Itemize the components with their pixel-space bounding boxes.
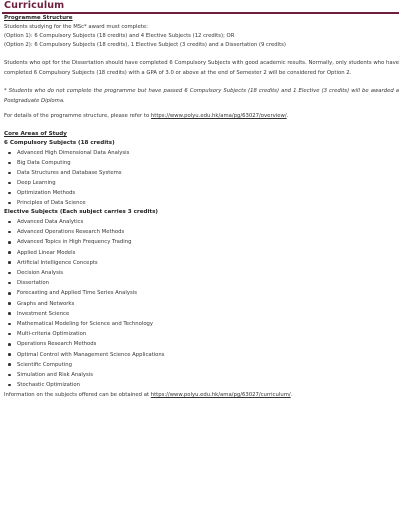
list-item bbox=[8, 329, 399, 339]
compulsory-subject-list bbox=[4, 148, 399, 208]
bullet-icon bbox=[8, 363, 11, 366]
subject-name: Mathematical Modeling for Science and Technology bbox=[17, 321, 154, 328]
subject-name: Scientific Computing bbox=[17, 361, 72, 368]
list-item bbox=[8, 309, 399, 319]
curriculum-info-suffix: . bbox=[290, 392, 293, 399]
subject-name: Advanced High Dimensional Data Analysis bbox=[17, 150, 130, 156]
list-item bbox=[8, 339, 399, 349]
list-item bbox=[8, 168, 399, 178]
overview-link[interactable]: https://www.polyu.edu.hk/ama/pg/63027/overview/ bbox=[150, 113, 287, 119]
structure-details-prefix: For details of the programme structure, please refer to bbox=[4, 113, 151, 119]
list-item bbox=[8, 198, 399, 208]
subject-name: Advanced Topics in High Frequency Trading bbox=[17, 239, 132, 246]
curriculum-info bbox=[4, 391, 399, 400]
bullet-icon bbox=[8, 152, 11, 155]
bullet-icon bbox=[8, 374, 11, 377]
bullet-icon bbox=[8, 272, 11, 275]
subject-name: Forecasting and Applied Time Series Analysis bbox=[17, 290, 137, 297]
list-item bbox=[8, 258, 399, 268]
bullet-icon bbox=[8, 231, 11, 234]
elective-heading: Elective Subjects (Each subject carries 3 credits) bbox=[4, 209, 158, 215]
subject-name: Applied Linear Models bbox=[17, 249, 76, 256]
core-areas-heading: Core Areas of Study bbox=[4, 131, 67, 137]
list-item bbox=[8, 178, 399, 188]
page-title: Curriculum bbox=[4, 0, 65, 11]
bullet-icon bbox=[8, 282, 11, 285]
list-item bbox=[8, 319, 399, 329]
list-item bbox=[8, 299, 399, 309]
bullet-icon bbox=[8, 292, 11, 295]
bullet-icon bbox=[8, 182, 11, 185]
bullet-icon bbox=[8, 333, 11, 336]
structure-option-2: (Option 2): 6 Compulsory Subjects (18 credits), 1 Elective Subject (3 credits) and a Dissertation (9 credits) bbox=[4, 42, 286, 48]
list-item bbox=[8, 248, 399, 258]
bullet-icon bbox=[8, 172, 11, 175]
subject-name: Operations Research Methods bbox=[17, 341, 97, 348]
list-item bbox=[8, 158, 399, 168]
subject-name: Simulation and Risk Analysis bbox=[17, 372, 94, 379]
compulsory-heading: 6 Compulsory Subjects (18 credits) bbox=[4, 140, 115, 146]
bullet-icon bbox=[8, 302, 11, 305]
structure-details-suffix: . bbox=[286, 113, 289, 119]
list-item bbox=[8, 268, 399, 278]
subject-name: Advanced Operations Research Methods bbox=[17, 229, 125, 236]
subject-name: Big Data Computing bbox=[17, 160, 71, 166]
structure-intro: Students studying for the MSc* award must complete: bbox=[4, 24, 148, 30]
subject-name: Optimal Control with Management Science Applications bbox=[17, 351, 165, 358]
list-item bbox=[8, 188, 399, 198]
core-areas-section bbox=[2, 131, 399, 400]
diploma-note: * Students who do not complete the programme but have passed 6 Compulsory Subjects (18 credits) and 1 Elective (3 credits) will be awarded a Postgraduate Diploma. bbox=[4, 88, 399, 104]
programme-structure-heading: Programme Structure bbox=[4, 15, 73, 21]
elective-subject-list bbox=[4, 217, 399, 390]
subject-name: Stochastic Optimization bbox=[17, 382, 80, 389]
list-item bbox=[8, 380, 399, 390]
curriculum-link[interactable]: https://www.polyu.edu.hk/ama/pg/63027/curriculum/ bbox=[150, 392, 291, 399]
subject-name: Artificial Intelligence Concepts bbox=[17, 259, 98, 266]
curriculum-info-prefix: Information on the subjects offered can be obtained at bbox=[4, 392, 151, 399]
bullet-icon bbox=[8, 192, 11, 195]
subject-name: Deep Learning bbox=[17, 180, 56, 186]
subject-name: Principles of Data Science bbox=[17, 200, 86, 206]
list-item bbox=[8, 227, 399, 237]
subject-name: Graphs and Networks bbox=[17, 300, 75, 307]
list-item bbox=[8, 148, 399, 158]
dissertation-note: Students who opt for the Dissertation should have completed 6 Compulsory Subjects with good academic results. Normally, only students who have completed 6 Compulsory Subjects (18 credits) with a GPA of 3.0 or above at the end of Semester 2 will be considered for Option 2. bbox=[4, 60, 399, 76]
subject-name: Data Structures and Database Systems bbox=[17, 170, 122, 176]
subject-name: Dissertation bbox=[17, 280, 49, 287]
bullet-icon bbox=[8, 221, 11, 224]
subject-name: Optimization Methods bbox=[17, 190, 76, 196]
bullet-icon bbox=[8, 343, 11, 346]
bullet-icon bbox=[8, 323, 11, 326]
list-item bbox=[8, 350, 399, 360]
structure-option-1: (Option 1): 6 Compulsory Subjects (18 credits) and 4 Elective Subjects (12 credits); OR bbox=[4, 33, 235, 39]
structure-details bbox=[4, 112, 399, 121]
list-item bbox=[8, 217, 399, 227]
list-item bbox=[8, 237, 399, 247]
subject-name: Multi-criteria Optimization bbox=[17, 331, 87, 338]
bullet-icon bbox=[8, 384, 11, 387]
subject-name: Investment Science bbox=[17, 310, 70, 317]
bullet-icon bbox=[8, 261, 11, 264]
bullet-icon bbox=[8, 251, 11, 254]
bullet-icon bbox=[8, 202, 11, 205]
bullet-icon bbox=[8, 312, 11, 315]
programme-structure-section bbox=[2, 15, 399, 121]
list-item bbox=[8, 288, 399, 298]
list-item bbox=[8, 278, 399, 288]
title-bar bbox=[2, 0, 399, 14]
subject-name: Decision Analysis bbox=[17, 270, 64, 277]
bullet-icon bbox=[8, 353, 11, 356]
list-item bbox=[8, 370, 399, 380]
bullet-icon bbox=[8, 162, 11, 165]
subject-name: Advanced Data Analytics bbox=[17, 219, 84, 225]
list-item bbox=[8, 360, 399, 370]
bullet-icon bbox=[8, 241, 11, 244]
